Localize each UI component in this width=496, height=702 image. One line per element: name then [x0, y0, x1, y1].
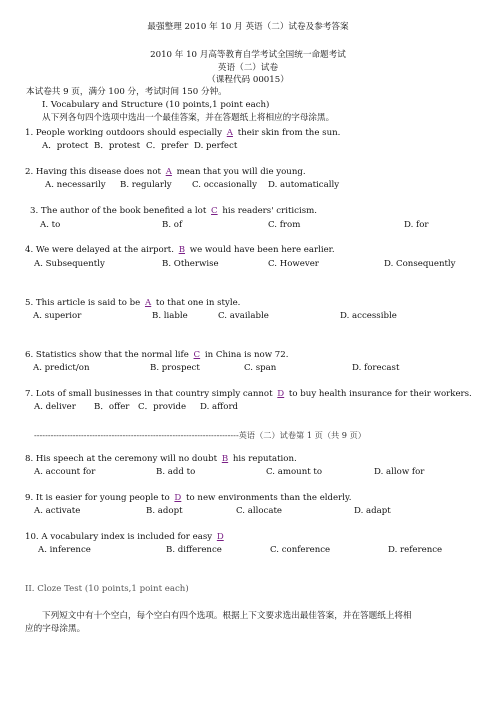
option-b: B. Otherwise: [162, 259, 219, 269]
option-c: C. from: [268, 220, 301, 230]
section2-instructions-cont: 应的字母涂黑。: [25, 624, 86, 634]
question-10: [25, 532, 226, 543]
question-text: 1. People working outdoors should especially: [25, 128, 225, 138]
question-text: his readers' criticism.: [219, 206, 318, 216]
answer-mark: C: [193, 350, 201, 360]
section1-title: I. Vocabulary and Structure (10 points,1 point each): [42, 100, 270, 110]
option-a: A. account for: [34, 467, 96, 477]
option-d: D. allow for: [374, 467, 425, 477]
section2-title-text: II. Cloze Test (10 points,1 point each): [25, 584, 189, 594]
option-b: B. difference: [166, 545, 222, 555]
question-text: 9. It is easier for young people to: [25, 493, 173, 503]
question-text: 5. This article is said to be: [25, 298, 143, 308]
option-a: A. superior: [33, 311, 82, 321]
option-c: C. allocate: [236, 506, 283, 516]
paper-title: 英语（二）试卷: [217, 63, 279, 73]
question-text: in China is now 72.: [202, 350, 289, 360]
question-6: [25, 350, 288, 361]
question-text: 8. His speech at the ceremony will no doubt: [25, 454, 220, 464]
exam-title: 2010 年 10 月高等教育自学考试全国统一命题考试: [150, 50, 346, 60]
question-text: his reputation.: [230, 454, 297, 464]
section1-instructions: 从下列各句四个选项中选出一个最佳答案，并在答题纸上将相应的字母涂黑。: [42, 113, 335, 123]
question-2: [25, 167, 306, 178]
question-4: [25, 245, 335, 256]
option-b: B. liable: [152, 311, 188, 321]
section2-instructions: 下列短文中有十个空白，每个空白有四个选项。根据上下文要求选出最佳答案，并在答题纸上将相: [42, 611, 412, 621]
option-a: A. inference: [38, 545, 91, 555]
question-8: [25, 454, 297, 465]
question-text: to that one in style.: [153, 298, 241, 308]
question-9: [25, 493, 351, 504]
option-c: C. conference: [270, 545, 331, 555]
option-b: B. add to: [156, 467, 196, 477]
option-a: A. necessarily: [45, 180, 106, 190]
option-c: C. available: [218, 311, 269, 321]
question-text: 10. A vocabulary index is included for easy: [25, 532, 215, 542]
option-d: D. for: [404, 220, 429, 230]
answer-mark: A: [226, 128, 233, 138]
exam-info: 本试卷共 9 页，满分 100 分，考试时间 150 分钟。: [26, 87, 227, 97]
answer-mark: B: [178, 245, 186, 255]
question-text: 3. The author of the book benefited a lot: [30, 206, 210, 216]
option-d: D. adapt: [354, 506, 391, 516]
answer-mark: A: [165, 167, 172, 177]
option-a: A. activate: [34, 506, 81, 516]
top-title: 最强整理 2010 年 10 月 英语（二）试卷及参考答案: [147, 22, 349, 32]
option-a: A．protect: [42, 141, 89, 151]
question-text: we would have been here earlier.: [187, 245, 335, 255]
option-a: A. deliver: [34, 402, 76, 412]
option-c: C．provide: [138, 402, 187, 412]
option-d: D. afford: [200, 402, 239, 412]
question-text: their skin from the sun.: [234, 128, 341, 138]
question-text: 4. We were delayed at the airport.: [25, 245, 177, 255]
answer-mark: A: [144, 298, 152, 308]
question-text: to new environments than the elderly.: [183, 493, 352, 503]
page-separator: --------------------------------------------------------------------------英语（二）试卷第 1 页（共 9 页）: [34, 430, 366, 440]
option-a: A. predict/on: [33, 363, 90, 373]
option-b: B. prospect: [150, 363, 200, 373]
answer-mark: D: [216, 532, 224, 542]
option-b: B. adopt: [146, 506, 183, 516]
question-5: [25, 298, 240, 309]
option-c: C．prefer: [146, 141, 189, 151]
question-7: [25, 389, 472, 400]
option-c: C. However: [268, 259, 319, 269]
option-b: B. regularly: [120, 180, 172, 190]
question-text: 6. Statistics show that the normal life: [25, 350, 192, 360]
option-d: D. accessible: [340, 311, 397, 321]
question-text: 7. Lots of small businesses in that country simply cannot: [25, 389, 276, 399]
option-b: B．protest: [94, 141, 141, 151]
option-b: B．offer: [94, 402, 130, 412]
course-code: （课程代码 00015）: [207, 75, 289, 85]
option-c: C. amount to: [266, 467, 323, 477]
option-d: D. forecast: [352, 363, 400, 373]
option-d: D. perfect: [194, 141, 238, 151]
answer-mark: B: [221, 454, 229, 464]
option-c: C. occasionally: [192, 180, 257, 190]
question-1: [25, 128, 340, 139]
question-text: mean that you will die young.: [173, 167, 306, 177]
option-d: D. automatically: [268, 180, 340, 190]
option-d: D. Consequently: [384, 259, 456, 269]
answer-mark: C: [211, 206, 218, 216]
option-b: B. of: [162, 220, 183, 230]
option-a: A. Subsequently: [34, 259, 105, 269]
section2-title: [25, 584, 189, 595]
question-text: to buy health insurance for their workers.: [286, 389, 472, 399]
answer-mark: D: [174, 493, 182, 503]
option-c: C. span: [244, 363, 277, 373]
option-d: D. reference: [388, 545, 443, 555]
answer-mark: D: [277, 389, 285, 399]
question-3: [30, 206, 317, 217]
option-a: A. to: [40, 220, 61, 230]
question-text: 2. Having this disease does not: [25, 167, 164, 177]
